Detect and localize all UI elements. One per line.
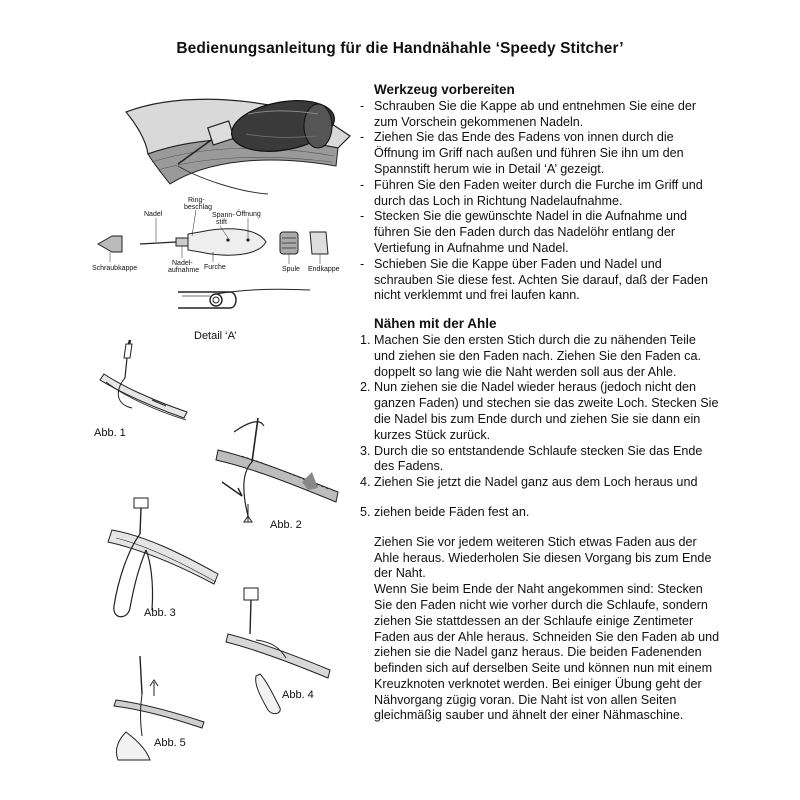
prepare-list [360,99,720,304]
detail-a-figure [170,282,320,344]
figure-abb-5 [104,652,214,764]
label-oeffnung: Öffnung [236,211,261,218]
label-spule: Spule [282,266,300,273]
section-heading-prepare: Werkzeug vorbereiten [374,82,515,97]
label-schraubkappe: Schraubkappe [92,265,138,272]
list-item: - Ziehen Sie das Ende des Fadens von innen durch die Öffnung im Griff nach außen und führen Sie ihn um den Spannstift herum wie in Detail ‘A’ gezeigt. [360,130,720,177]
list-item: - Schrauben Sie die Kappe ab und entnehmen Sie eine der zum Vorschein gekommenen Nadeln. [360,99,720,131]
figure-abb-4 [220,584,340,720]
figure-abb-3 [92,490,222,626]
step-text: Nun ziehen sie die Nadel wieder heraus (jedoch nicht den ganzen Faden) und stechen sie das zweite Loch. Stecken Sie die Nadel bis zum Ende durch und ziehen Sie sie dann ein kurzes Stück zurück. [374,380,719,442]
awl-on-leather-illustration [118,74,358,204]
paragraph: Ziehen Sie vor jedem weiteren Stich etwas Faden aus der Ahle heraus. Wiederholen Sie diesen Vorgang bis zum Ende der Naht. [374,534,712,581]
instructions-text [360,82,720,724]
step-number: 3. [360,443,371,458]
list-item [360,505,720,521]
label-spannstift: Spann- [212,212,235,219]
list-item [360,444,720,476]
list-item: - Führen Sie den Faden weiter durch die Furche im Griff und durch das Loch in Richtung Nadelaufnahme. [360,178,720,210]
step-text: Machen Sie den ersten Stich durch die zu nähenden Teile und ziehen sie den Faden nach. Ziehen Sie den Faden ca. doppelt so lang wie die Naht werden soll aus der Ahle. [374,332,701,379]
list-item: - Stecken Sie die gewünschte Nadel in die Aufnahme und führen Sie den Faden durch das Nadelöhr entlang der Vertiefung in Aufnahme und Nadel. [360,209,720,256]
label-nadelaufnahme-2: aufnahme [168,267,200,274]
caption-abb-5: Abb. 5 [154,737,186,749]
label-ringbeschlag-2: beschlag [184,204,213,211]
step-number: 2. [360,380,371,395]
caption-abb-3: Abb. 3 [144,607,176,619]
label-endkappe: Endkappe [308,266,340,273]
caption-abb-4: Abb. 4 [282,689,314,701]
list-item [360,380,720,443]
caption-detail-a: Detail ‘A’ [194,330,237,342]
figure-abb-2 [212,412,342,548]
step-text: ziehen beide Fäden fest an. [374,504,530,519]
label-furche: Furche [204,264,226,271]
step-number: 1. [360,332,371,347]
label-nadelaufnahme: Nadel- [172,260,193,267]
step-text: Durch die so entstandende Schlaufe stecken Sie das Ende des Fadens. [374,443,703,474]
paragraph: Wenn Sie beim Ende der Naht angekommen sind: Stecken Sie den Faden nicht wie vorher durch die Schlaufe, sondern ziehen Sie stattdessen an der Schlaufe einige Zentimeter Faden aus der Ahle heraus. Schneiden Sie den Faden ab und ziehen sie die Nadel ganz heraus. Die beiden Fadenenden befinden sich auf derselben Seite und können nun mit einem Kreuzknoten verknotet werden. Bei einiger Übung geht der Nähvorgang zügig voran. Die Naht ist von allen Seiten gleichmäßig sauber und ähnelt der einer Nähmaschine. [374,582,720,723]
sewing-steps [360,333,720,521]
list-item: - Schieben Sie die Kappe über Faden und Nadel und schrauben Sie diese fest. Achten Sie darauf, daß der Faden nicht verklemmt und frei laufen kann. [360,257,720,304]
page-title: Bedienungsanleitung für die Handnähahle ‘Speedy Stitcher’ [176,40,624,57]
step-text: Ziehen Sie jetzt die Nadel ganz aus dem Loch heraus und [374,475,698,490]
caption-abb-1: Abb. 1 [94,427,126,439]
label-nadel: Nadel [144,211,163,218]
awl-parts-diagram [88,196,368,278]
figure-abb-1 [92,334,192,442]
step-number: 4. [360,475,371,490]
label-ringbeschlag: Ring- [188,197,205,204]
caption-abb-2: Abb. 2 [270,519,302,531]
step-number: 5. [360,504,371,519]
list-item [360,333,720,380]
section-heading-sewing: Nähen mit der Ahle [374,316,497,332]
list-item [360,475,720,491]
label-spannstift-2: stift [216,219,227,226]
